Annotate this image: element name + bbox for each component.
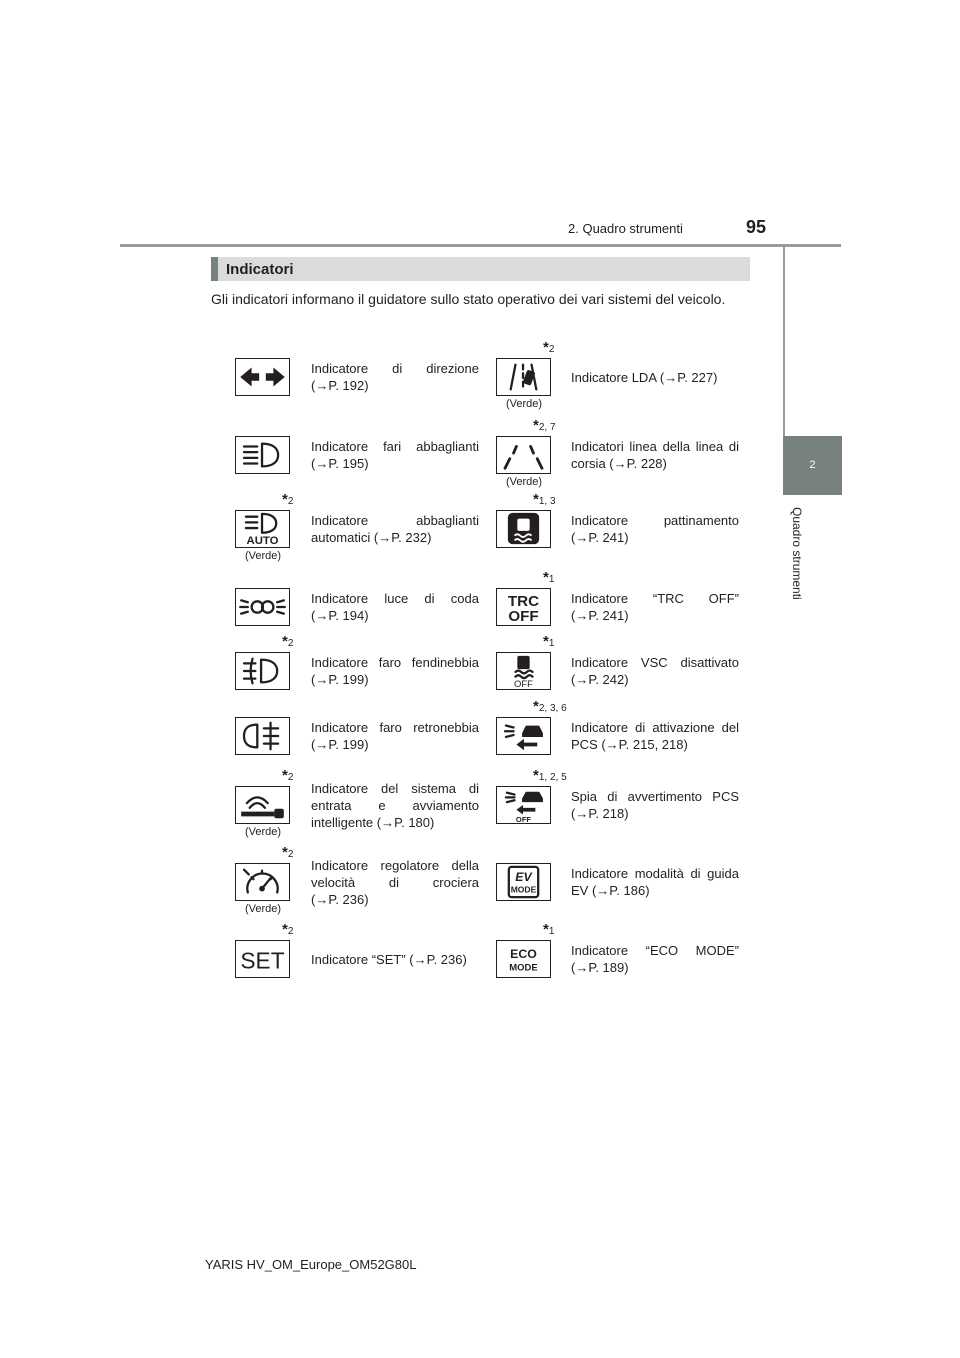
indicator-description bbox=[571, 788, 739, 822]
description-line: Indicatore “TRC OFF” bbox=[571, 591, 739, 606]
footnote-marker: *1 bbox=[543, 921, 555, 938]
indicator-description bbox=[311, 512, 479, 546]
footnote-numbers: 1 bbox=[548, 638, 555, 649]
eco-mode-icon bbox=[496, 940, 551, 978]
high-beam-icon bbox=[235, 436, 290, 474]
chapter-tab: 2 bbox=[783, 436, 842, 495]
footnote-marker: *2 bbox=[282, 844, 294, 861]
description-line: (→P. 241) bbox=[571, 608, 629, 623]
indicator-description bbox=[311, 951, 479, 968]
auto-high-beam-icon bbox=[235, 510, 290, 548]
side-bar bbox=[783, 246, 785, 436]
turn-signal-icon bbox=[235, 358, 290, 396]
ev-icon-text: EV bbox=[515, 870, 532, 885]
page-number: 95 bbox=[746, 217, 767, 237]
footnote-numbers: 2 bbox=[287, 926, 294, 937]
ev-mode-icon-text: MODE bbox=[510, 884, 537, 895]
footnote-numbers: 1, 2, 5 bbox=[538, 772, 567, 783]
indicator-description bbox=[571, 865, 739, 899]
description-line: Indicatore abbaglianti bbox=[311, 513, 479, 528]
description-line: automatici (→P. 232) bbox=[311, 530, 432, 545]
footnote-numbers: 1, 3 bbox=[538, 496, 556, 507]
ev-mode-icon bbox=[496, 863, 551, 901]
footnote-marker: *2 bbox=[282, 491, 294, 508]
description-line: (→P. 242) bbox=[571, 672, 629, 687]
lda-icon bbox=[496, 358, 551, 396]
pcs-off-icon bbox=[496, 786, 551, 824]
color-note: (Verde) bbox=[244, 903, 282, 915]
rear-fog-icon bbox=[235, 717, 290, 755]
color-note: (Verde) bbox=[244, 826, 282, 838]
description-line: (→P. 189) bbox=[571, 960, 629, 975]
set-icon bbox=[235, 940, 290, 978]
section-title: Indicatori bbox=[226, 261, 294, 278]
footnote-numbers: 2 bbox=[287, 849, 294, 860]
description-line: Indicatore luce di coda bbox=[311, 591, 479, 606]
title-accent bbox=[211, 257, 218, 281]
indicator-description bbox=[311, 780, 479, 831]
indicator-description bbox=[311, 360, 479, 394]
footnote-marker: *2 bbox=[282, 767, 294, 784]
description-line: EV (→P. 186) bbox=[571, 883, 650, 898]
description-line: (→P. 192) bbox=[311, 378, 369, 393]
footnote-numbers: 2, 3, 6 bbox=[538, 703, 567, 714]
trc-off-icon-text: OFF bbox=[508, 608, 539, 625]
section-header: 2. Quadro strumenti bbox=[568, 221, 683, 236]
description-line: PCS (→P. 215, 218) bbox=[571, 737, 688, 752]
description-line: (→P. 218) bbox=[571, 806, 629, 821]
description-line: Indicatore VSC disattivato bbox=[571, 655, 739, 670]
description-line: Indicatore modalità di guida bbox=[571, 866, 739, 881]
vsc-off-icon bbox=[496, 652, 551, 690]
color-note: (Verde) bbox=[244, 550, 282, 562]
description-line: Indicatore di attivazione del bbox=[571, 720, 739, 735]
trc-icon-text: TRC bbox=[507, 593, 540, 611]
footnote-marker: *1 bbox=[543, 569, 555, 586]
footer-code: YARIS HV_OM_Europe_OM52G80L bbox=[205, 1257, 417, 1272]
header-rule bbox=[120, 244, 841, 247]
smart-entry-icon bbox=[235, 786, 290, 824]
footnote-marker: *2, 3, 6 bbox=[533, 698, 567, 715]
lane-line-icon bbox=[496, 436, 551, 474]
footnote-numbers: 2 bbox=[287, 496, 294, 507]
description-line: Indicatore LDA (→P. 227) bbox=[571, 369, 718, 385]
indicator-description bbox=[571, 590, 739, 624]
footnote-marker: *2 bbox=[543, 339, 555, 356]
footnote-numbers: 2 bbox=[548, 344, 555, 355]
indicator-description bbox=[311, 590, 479, 624]
footnote-numbers: 2, 7 bbox=[538, 422, 556, 433]
vsc-off-icon-text: OFF bbox=[514, 679, 533, 689]
indicator-description bbox=[571, 719, 739, 753]
description-line: Indicatore regolatore della bbox=[311, 857, 479, 873]
slip-icon bbox=[496, 510, 551, 548]
description-line: velocità di crociera bbox=[311, 874, 479, 890]
indicator-description bbox=[311, 654, 479, 688]
eco-icon-text: ECO bbox=[510, 947, 537, 962]
description-line: (→P. 241) bbox=[571, 530, 629, 545]
eco-mode-icon-text: MODE bbox=[509, 962, 538, 974]
set-icon-text: SET bbox=[240, 947, 285, 974]
indicator-description bbox=[571, 654, 739, 688]
indicator-description bbox=[571, 942, 739, 976]
footnote-marker: *2 bbox=[282, 921, 294, 938]
description-line: Indicatore di direzione bbox=[311, 361, 479, 376]
description-line: (→P. 195) bbox=[311, 456, 369, 471]
description-line: Indicatore pattinamento bbox=[571, 513, 739, 528]
description-line: Indicatori linea della linea di bbox=[571, 439, 739, 454]
description-line: Indicatore “SET” (→P. 236) bbox=[311, 951, 467, 967]
pcs-icon bbox=[496, 717, 551, 755]
tail-light-icon bbox=[235, 588, 290, 626]
description-line: Indicatore fari abbaglianti bbox=[311, 439, 479, 454]
auto-icon-text: AUTO bbox=[246, 535, 279, 547]
description-line: entrata e avviamento bbox=[311, 797, 479, 813]
description-line: (→P. 199) bbox=[311, 737, 369, 752]
footnote-numbers: 2 bbox=[287, 638, 294, 649]
chapter-label: Quadro strumenti bbox=[790, 507, 804, 600]
footnote-marker: *1 bbox=[543, 633, 555, 650]
indicator-description bbox=[571, 512, 739, 546]
footnote-marker: *1, 3 bbox=[533, 491, 556, 508]
color-note: (Verde) bbox=[505, 398, 543, 410]
description-line: intelligente (→P. 180) bbox=[311, 814, 435, 830]
indicator-description bbox=[311, 857, 479, 908]
indicator-description bbox=[311, 438, 479, 472]
cruise-control-icon bbox=[235, 863, 290, 901]
description-line: Indicatore faro retronebbia bbox=[311, 720, 479, 735]
description-line: (→P. 199) bbox=[311, 672, 369, 687]
color-note: (Verde) bbox=[505, 476, 543, 488]
section-title-bar bbox=[211, 257, 750, 281]
indicator-description bbox=[311, 719, 479, 753]
pcs-off-icon-text: OFF bbox=[515, 815, 532, 823]
footnote-marker: *1, 2, 5 bbox=[533, 767, 567, 784]
description-line: (→P. 194) bbox=[311, 608, 369, 623]
description-line: Spia di avvertimento PCS bbox=[571, 789, 739, 804]
front-fog-icon bbox=[235, 652, 290, 690]
indicator-description bbox=[571, 369, 739, 386]
footnote-numbers: 1 bbox=[548, 574, 555, 585]
description-line: Indicatore del sistema di bbox=[311, 780, 479, 796]
footnote-marker: *2, 7 bbox=[533, 417, 556, 434]
intro-paragraph: Gli indicatori informano il guidatore sullo stato operativo dei vari sistemi del veicolo. bbox=[211, 291, 726, 307]
description-line: corsia (→P. 228) bbox=[571, 456, 667, 471]
description-line: Indicatore faro fendinebbia bbox=[311, 655, 479, 670]
trc-off-icon bbox=[496, 588, 551, 626]
footnote-numbers: 1 bbox=[548, 926, 555, 937]
indicator-description bbox=[571, 438, 739, 472]
footnote-marker: *2 bbox=[282, 633, 294, 650]
description-line: Indicatore “ECO MODE” bbox=[571, 943, 739, 958]
description-line: (→P. 236) bbox=[311, 891, 369, 907]
footnote-numbers: 2 bbox=[287, 772, 294, 783]
